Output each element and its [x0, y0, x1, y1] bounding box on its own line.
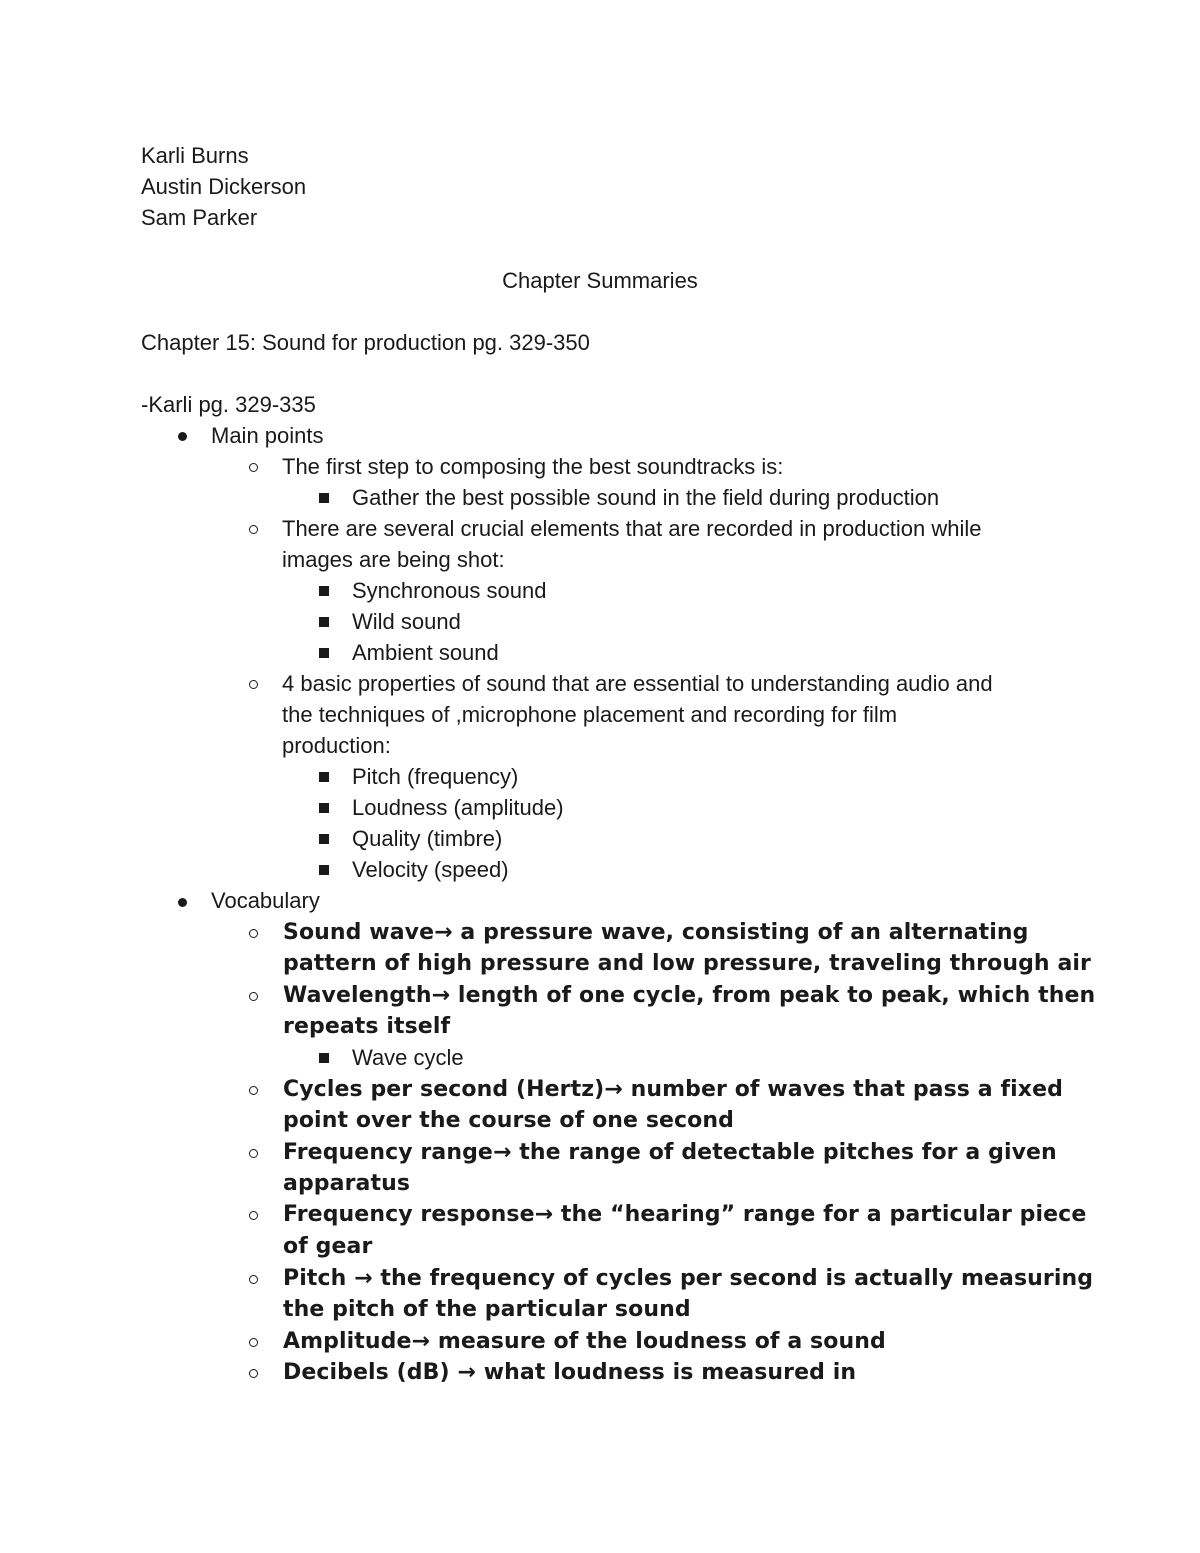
list-item: Ambient sound — [352, 640, 499, 665]
list-item-main-points: Main points — [211, 423, 324, 448]
author-name: Austin Dickerson — [141, 174, 307, 199]
vocab-term-continuation: the pitch of the particular sound — [283, 1297, 691, 1322]
list-item: The first step to composing the best soundtracks is: — [282, 454, 784, 479]
list-item-continuation: production: — [282, 733, 391, 758]
bullet-circle-icon — [249, 1211, 258, 1220]
list-item: 4 basic properties of sound that are essential to understanding audio and — [282, 671, 993, 696]
list-item: Gather the best possible sound in the field during production — [352, 485, 940, 510]
list-item: Quality (timbre) — [352, 826, 503, 851]
bullet-circle-icon — [249, 1149, 258, 1158]
document-title: Chapter Summaries — [502, 268, 698, 293]
bullet-circle-icon — [249, 1369, 258, 1378]
vocab-term-continuation: apparatus — [283, 1171, 411, 1196]
chapter-heading: Chapter 15: Sound for production pg. 329-350 — [141, 330, 590, 355]
vocab-term-continuation: of gear — [283, 1234, 373, 1259]
list-item-continuation: the techniques of ,microphone placement and recording for film — [282, 702, 898, 727]
vocab-term: Sound wave→ a pressure wave, consisting of an alternating — [283, 920, 1029, 945]
section-heading: -Karli pg. 329-335 — [141, 392, 316, 417]
bullet-circle-icon — [249, 929, 258, 938]
list-item: Loudness (amplitude) — [352, 795, 564, 820]
author-name: Karli Burns — [141, 143, 249, 168]
bullet-square-icon — [319, 648, 329, 658]
bullet-circle-icon — [249, 1086, 258, 1095]
bullet-circle-icon — [249, 463, 258, 472]
list-item: Synchronous sound — [352, 578, 547, 603]
bullet-square-icon — [319, 803, 329, 813]
list-item: Wave cycle — [352, 1045, 464, 1070]
list-item-continuation: images are being shot: — [282, 547, 505, 572]
vocab-term: Amplitude→ measure of the loudness of a sound — [283, 1329, 886, 1354]
bullet-circle-icon — [249, 1275, 258, 1284]
bullet-circle-icon — [249, 525, 258, 534]
vocab-term-continuation: repeats itself — [283, 1014, 451, 1039]
vocab-term-continuation: point over the course of one second — [283, 1108, 735, 1133]
bullet-square-icon — [319, 493, 329, 503]
vocab-term: Pitch → the frequency of cycles per second is actually measuring — [283, 1266, 1094, 1291]
bullet-square-icon — [319, 586, 329, 596]
list-item: Velocity (speed) — [352, 857, 509, 882]
bullet-square-icon — [319, 1053, 329, 1063]
bullet-disc-icon — [178, 898, 187, 907]
list-item: Wild sound — [352, 609, 461, 634]
vocab-term: Wavelength→ length of one cycle, from peak to peak, which then — [283, 983, 1096, 1008]
list-item: Pitch (frequency) — [352, 764, 519, 789]
list-item-vocabulary: Vocabulary — [211, 888, 320, 913]
bullet-square-icon — [319, 834, 329, 844]
bullet-square-icon — [319, 772, 329, 782]
bullet-disc-icon — [178, 432, 187, 441]
vocab-term-continuation: pattern of high pressure and low pressure, traveling through air — [283, 951, 1091, 976]
bullet-square-icon — [319, 617, 329, 627]
vocab-term: Frequency response→ the “hearing” range for a particular piece — [283, 1202, 1087, 1227]
bullet-circle-icon — [249, 992, 258, 1001]
bullet-square-icon — [319, 865, 329, 875]
bullet-circle-icon — [249, 1338, 258, 1347]
vocab-term: Frequency range→ the range of detectable pitches for a given — [283, 1140, 1057, 1165]
vocab-term: Cycles per second (Hertz)→ number of waves that pass a fixed — [283, 1077, 1063, 1102]
author-name: Sam Parker — [141, 205, 258, 230]
list-item: There are several crucial elements that are recorded in production while — [282, 516, 982, 541]
vocab-term: Decibels (dB) → what loudness is measured in — [283, 1360, 857, 1385]
bullet-circle-icon — [249, 680, 258, 689]
